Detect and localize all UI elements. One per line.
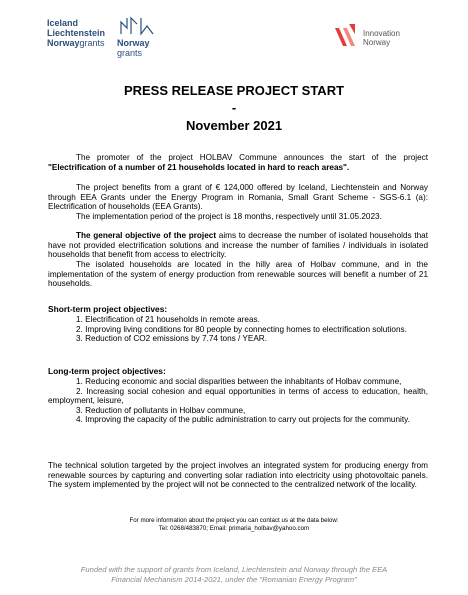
contact-info	[0, 517, 468, 533]
list-item: 1. Reducing economic and social disparities between the inhabitants of Holbav commune,	[76, 377, 402, 386]
logo-grants-right: grants	[117, 48, 143, 58]
list-item: 1. Electrification of 21 households in remote areas.	[76, 315, 260, 324]
logo-norway-grants: Norwaygrants	[47, 38, 105, 48]
logo-innovation: Innovation	[363, 29, 400, 38]
title-date: November 2021	[185, 118, 283, 133]
list-item: 2. Improving living conditions for 80 people by connecting homes to electrification solutions.	[76, 324, 407, 334]
innovation-norway-mark-icon	[333, 22, 357, 48]
eea-grants-logo	[47, 18, 150, 58]
logo-iceland: Iceland	[47, 18, 79, 28]
list-item: 2. Increasing social cohesion and equal opportunities in terms of access to education, health, employment, leisure,	[48, 386, 428, 406]
list-item: 3. Reduction of CO2 emissions by 7.74 tons / YEAR.	[76, 334, 267, 344]
general-objective-paragraph: The general objective of the project aims to decrease the number of isolated households that have not provided electrification solutions and increase the number of families / individuals in isolated households that benefit from access to electricity.	[48, 231, 428, 260]
list-item: 4. Improving the capacity of the public administration to carry out projects for the community.	[76, 415, 410, 425]
contact-details: Tel: 0268/483870; Email: primaria_holbav@yahoo.com	[158, 525, 310, 532]
eea-logo-mark-icon	[119, 16, 157, 36]
funding-footer: Funded with the support of grants from Iceland, Liechtenstein and Norway through the EEA Financial Mechanism 2014-2021, under the "Romanian Energy Program"	[80, 565, 388, 584]
long-term-heading: Long-term project objectives:	[48, 366, 166, 376]
short-term-heading: Short-term project objectives:	[48, 304, 168, 314]
implementation-period: The implementation period of the project is 18 months, respectively until 31.05.2023.	[76, 212, 382, 221]
technical-solution-paragraph: The technical solution targeted by the project involves an integrated system for producing energy from renewable sources by capturing and converting solar radiation into electricity using photovoltaic panels. The system implemented by the project will not be connected to the centralized network of the locality.	[48, 461, 428, 490]
long-term-list	[48, 377, 428, 425]
document-header	[0, 0, 468, 70]
intro-paragraph: The promoter of the project HOLBAV Commune announces the start of the project "Electrification of a number of 21 households located in hard to reach areas".	[48, 153, 428, 172]
logo-norway: Norway	[363, 38, 391, 47]
funding-paragraph: The project benefits from a grant of € 124,000 offered by Iceland, Liechtenstein and Norway through EEA Grants under the Energy Program in Romania, Small Grant Scheme - SGS-6.1 (a): Electrification of households (EEA Grants).	[48, 183, 428, 212]
project-name: "Electrification of a number of 21 households located in hard to reach areas".	[48, 162, 350, 172]
general-objective-label: The general objective of the project	[76, 231, 217, 240]
isolated-households-paragraph: The isolated households are located in the hilly area of Holbav commune, and in the implementation of the system of energy production from renewable sources will benefit a number of 21 households.	[48, 260, 428, 289]
contact-intro: For more information about the project you can contact us at the data below:	[129, 517, 339, 524]
list-item: 3. Reduction of pollutants in Holbav commune,	[76, 405, 246, 415]
short-term-list	[48, 315, 428, 344]
logo-liechtenstein: Liechtenstein	[47, 28, 106, 38]
page-title: PRESS RELEASE PROJECT START	[123, 83, 345, 98]
logo-norway-right: Norway	[117, 38, 150, 48]
title-separator: -	[231, 100, 237, 115]
